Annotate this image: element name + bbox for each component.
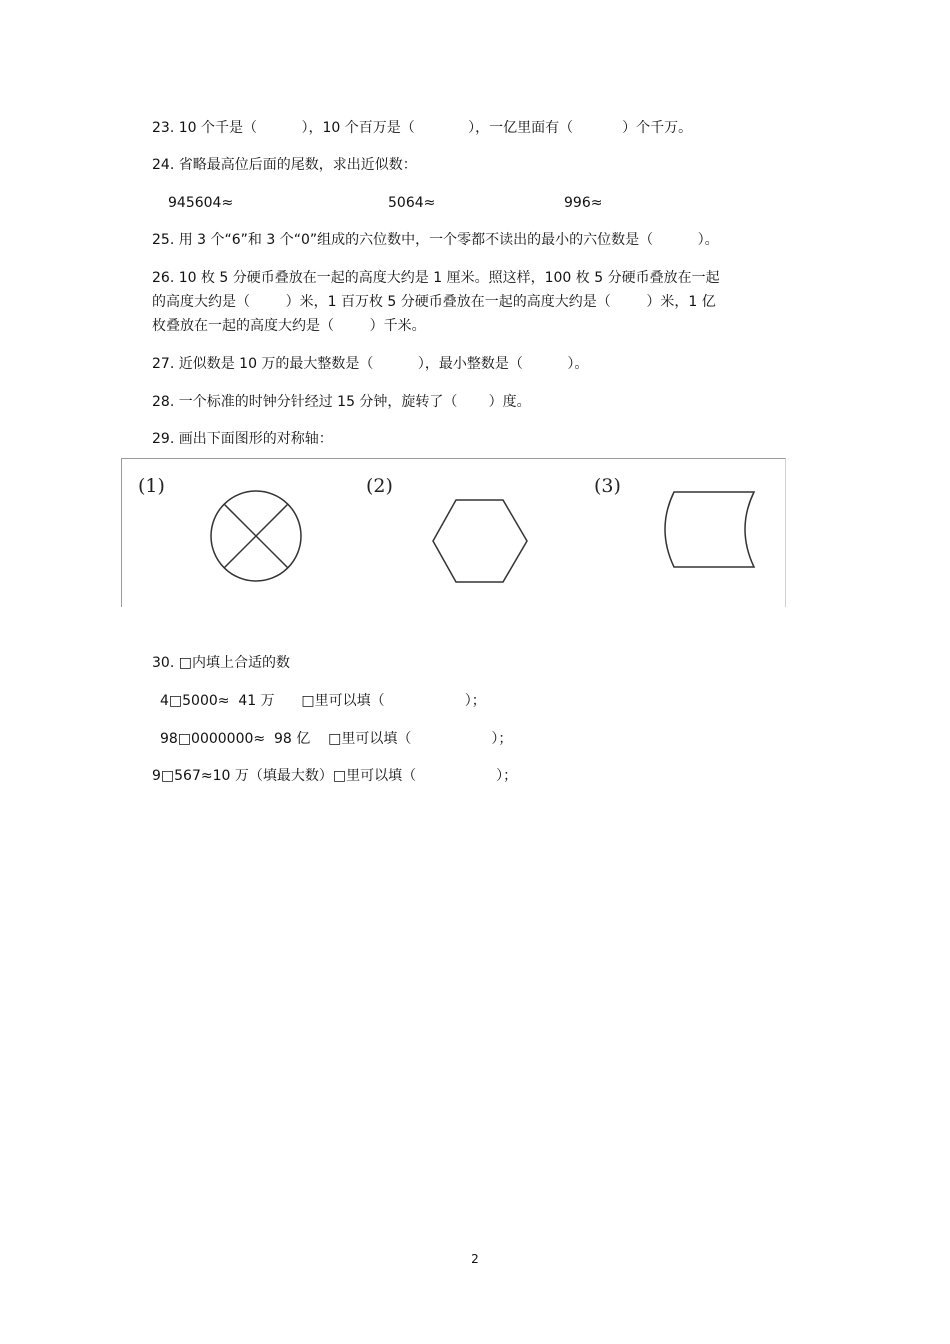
figure-label-2: (2) [366,475,393,497]
question-30-item: 98□0000000≈ 98 亿 □里可以填（ ）； [160,731,513,747]
question-30: 30. □内填上合适的数 [152,655,290,671]
figure-label-3: (3) [594,475,621,497]
question-30-item: 9□567≈10 万（填最大数）□里可以填（ ）； [152,768,518,784]
question-24-item: 5064≈ [388,195,436,211]
question-24-item: 945604≈ [168,195,234,211]
circle-figure [207,489,307,589]
question-26-line-3: 枚叠放在一起的高度大约是（ ）千米。 [152,318,426,334]
figure-label-1: (1) [138,475,165,497]
question-24-item: 996≈ [564,195,603,211]
question-28: 28. 一个标准的时钟分针经过 15 分钟，旋转了（ ）度。 [152,394,531,410]
question-26-line-2: 的高度大约是（ ）米，1 百万枚 5 分硬币叠放在一起的高度大约是（ ）米，1 亿 [152,294,716,310]
cylinder-section-figure [660,489,760,574]
question-25: 25. 用 3 个“6”和 3 个“0”组成的六位数中，一个零都不读出的最小的六位数是（ ）。 [152,232,719,248]
figure-box [121,458,786,607]
question-30-item: 4□5000≈ 41 万 □里可以填（ ）； [160,693,486,709]
question-29: 29. 画出下面图形的对称轴： [152,431,333,447]
page-number: 2 [471,1252,479,1266]
question-24: 24. 省略最高位后面的尾数，求出近似数： [152,157,417,173]
question-26-line-1: 26. 10 枚 5 分硬币叠放在一起的高度大约是 1 厘米。照这样，100 枚 5 分硬币叠放在一起 [152,270,720,286]
hexagon-figure [432,497,532,587]
question-23: 23. 10 个千是（ ），10 个百万是（ ），一亿里面有（ ）个千万。 [152,120,693,136]
question-27: 27. 近似数是 10 万的最大整数是（ ），最小整数是（ ）。 [152,356,589,372]
